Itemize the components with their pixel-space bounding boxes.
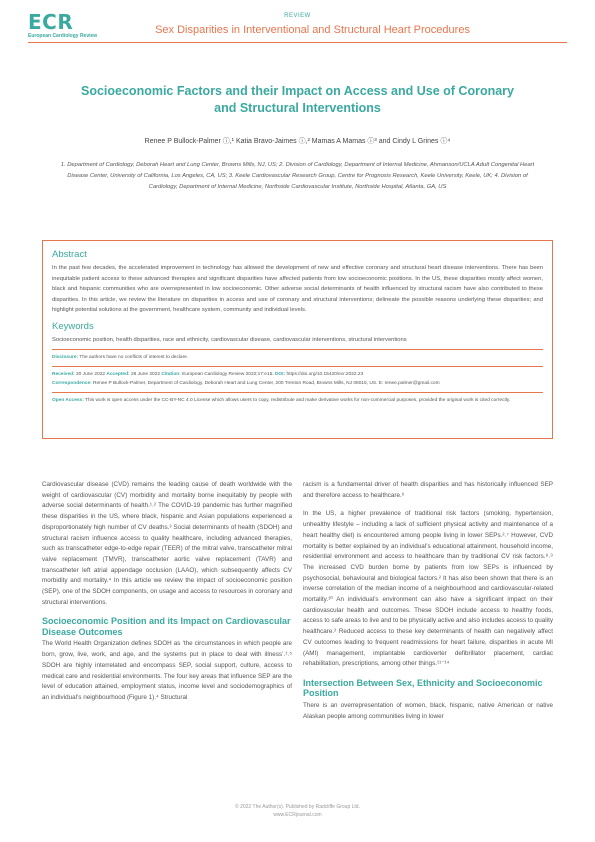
open-access-label: Open Access: [52,398,84,404]
abstract-text: In the past few decades, the accelerated improvement in technology has allowed the development of new and effective coronary and structural heart disease interventions. There has been inequitable patient access to these advanced therapies and significant disparities have affected patients from low socioeconomic positions. In the US, these disparities mostly affect women, black and hispanic communities who are overrepresented in low socioeconomic. Other adverse social determinants of health influenced by structural racism have also contributed to these disparities. In this article, we review the literature on disparities in access and use of coronary and structural interventions; delineate the possible reasons underlying these disparities; and highlight potential solutions at the government, healthcare system, community and individual levels. [52,265,543,314]
correspondence-text: Renee P Bullock-Palmer, Department of Cardiology, Deborah Heart and Lung Center, 200 Trenton Road, Browns Mills, NJ 08015, US. E: renee.palmer@gmail.com [91,380,440,386]
abstract-heading: Abstract [52,249,87,260]
abstract-divider [52,349,543,350]
open-access-text: This work is open access under the CC-BY-NC 4.0 License which allows users to copy, redistribute and make derivative works for non-commercial purposes, provided the original work is cited correctly. [83,398,511,404]
page-footer [0,803,595,819]
logo-subtitle: European Cardiology Review [28,33,98,39]
body-paragraph: racism is a fundamental driver of health disparities and has historically influenced SEP and therefore access to healthcare.⁶ [303,481,553,499]
journal-header [0,0,595,52]
section-heading: Intersection Between Sex, Ethnicity and Socioeconomic Position [303,677,543,699]
accepted-date: 28 June 2022 [129,372,162,378]
logo-mark: ECR [28,10,74,34]
dates-line [52,371,543,380]
body-paragraph: Cardiovascular disease (CVD) remains the leading cause of death worldwide with the weight of cardiovascular (CV) morbidity and mortality borne inequitably by people with adverse social determinants of health.¹˒² The COVID-19 pandemic has further magnified these disparities in the US, where black, hispanic and Asian populations experienced a disproportionately high number of CV deaths.³ Social determinants of health (SDOH) and structural racism influence access to quality healthcare, including advanced therapies, such as transcatheter edge-to-edge repair (TEER) of the mitral valve, transcatheter mitral valve replacement (TMVR), transcatheter aortic valve replacement (TAVR) and transcatheter left atrial appendage occlusion (LAAO), which subsequently affects CV morbidity and mortality.⁴ In this article we review the impact of socioeconomic position (SEP), one of the SDOH components, on usage and access to resources in coronary and structural interventions. [42,481,292,606]
correspondence-label: Correspondence: [52,380,92,386]
accepted-label: Accepted: [106,372,130,378]
body-paragraph: There is an overrepresentation of women, black, hispanic, native American or native Alaskan people among communities living in lower [303,701,553,720]
citation-label: Citation: [161,372,181,378]
keywords-text: Socioeconomic position, health disparities, race and ethnicity, cardiovascular disease, cardiovascular interventions, structural interventions [52,336,407,343]
body-column-right [303,480,553,722]
keywords-heading: Keywords [52,320,94,332]
abstract-divider [52,366,543,367]
affiliations: 1. Department of Cardiology, Deborah Heart and Lung Center, Browns Mills, NJ, US; 2. Division of Cardiology, Department of Internal Medicine, Ahmanson/UCLA Adult Congenital Heart Disease Center, University of California, Los Angeles, CA, US; 3. Keele Cardiovascular Research Group, Centre for Prognosis Research, Keele University, Keele, UK; 4. Division of Cardiology, Department of Internal Medicine, Northside Cardiovascular Institute, Northside Hospital, Atlanta, GA, US [60,162,535,190]
abstract-divider [52,392,543,393]
disclosure-text: The authors have no conflicts of interest to declare. [78,354,189,360]
article-title: Socioeconomic Factors and their Impact on Access and Use of Coronary and Structural Interventions [81,84,514,115]
disclosure-line [52,354,543,363]
received-date: 20 June 2022 [74,372,107,378]
received-label: Received: [52,372,75,378]
section-label: REVIEW [284,13,311,19]
body-paragraph: In the US, a higher prevalence of traditional risk factors (smoking, hypertension, unhealthy lifestyle – including a lack of sufficient physical activity and maintenance of a heart healthy diet) is encountered among people living in lower SEPs.²˒⁷ However, CVD mortality is better explained by an individual’s educational attainment, household income, residential environment and access to healthcare than by traditional CV risk factors.⁸˒⁹ The increased CVD burden borne by patients from low SEPs is influenced by psychosocial, behavioural and biological factors.² It has also been shown that there is an inverse correlation of the median income of a neighbourhood and cardiovascular-related mortality.¹⁰ An individual’s environment can also have a significant impact on their cardiovascular health and outcomes. These SDOH include access to healthy foods, access to safe areas to live and to be physically active and also includes access to quality healthcare.² Reduced access to these key determinants of health can negatively affect CV outcomes leading to frequent readmissions for heart failure, disparities in acute MI (AMI) management, implantable cardioverter defibrillator placement, cardiac rehabilitation, prescriptions, among other things.¹¹⁻¹⁴ [303,510,553,668]
doi-link[interactable]: https://doi.org/10.15420/ecr.2022.23 [285,372,364,378]
citation-text: European Cardiology Review 2022;17:e15. [180,372,275,378]
copyright-line: © 2022 The Author(s). Published by Radcliffe Group Ltd. [235,804,360,810]
doi-label: DOI: [274,372,286,378]
abstract-box [42,240,553,439]
section-heading: Socioeconomic Position and its Impact on Cardiovascular Disease Outcomes [42,616,291,637]
author-list: Renee P Bullock-Palmer ⓘ,¹ Katia Bravo-Jaimes ⓘ,² Mamas A Mamas ⓘ³ and Cindy L Grines ⓘ⁴ [144,138,451,145]
journal-url[interactable]: www.ECRjournal.com [273,812,322,818]
body-column-left [42,480,292,704]
correspondence-line [52,380,543,389]
running-title: Sex Disparities in Interventional and Structural Heart Procedures [155,24,470,36]
body-paragraph: The World Health Organization defines SDOH as ‘the circumstances in which people are born, grow, live, work, and age, and the systems put in place to deal with illness’.¹˒⁵ SDOH are highly interrelated and encompass SEP, social support, culture, access to medical care and residential environments. The four key areas that influence SEP are the level of education attained, employment status, income level and sociodemographics of an individual’s neighbourhood (Figure 1).⁴ Structural [42,640,292,701]
disclosure-label: Disclosure: [52,354,79,360]
open-access-line [52,397,543,406]
header-divider [28,42,567,43]
paragraph-gap [303,501,553,509]
